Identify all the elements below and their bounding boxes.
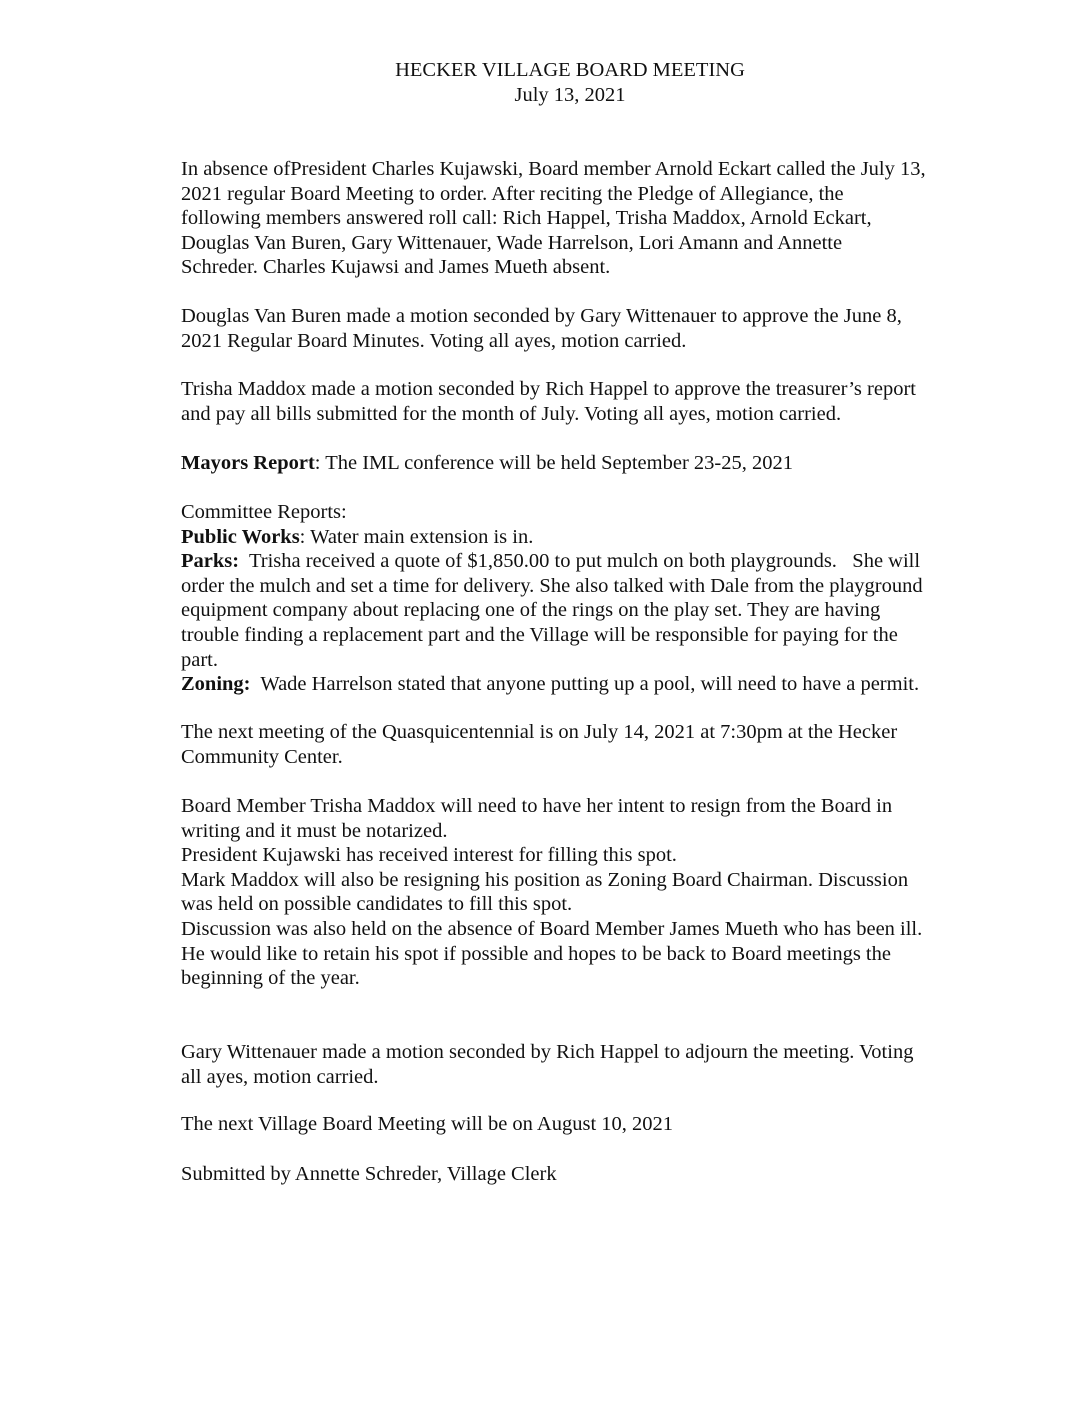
- paragraph-line: 2021 regular Board Meeting to order. After reciting the Pledge of Allegiance, the: [181, 182, 844, 205]
- committee-reports-section: [181, 500, 971, 697]
- public-works-line: [181, 525, 971, 550]
- paragraph-line: Submitted by Annette Schreder, Village Clerk: [181, 1163, 557, 1185]
- document-title: HECKER VILLAGE BOARD MEETING: [395, 59, 745, 81]
- paragraph-line: trouble finding a replacement part and the Village will be responsible for paying for the: [181, 623, 898, 646]
- paragraph-line: The next Village Board Meeting will be on August 10, 2021: [181, 1113, 674, 1135]
- paragraph-line: was held on possible candidates to fill this spot.: [181, 893, 573, 916]
- paragraph-line: equipment company about replacing one of the rings on the play set. They are having: [181, 599, 881, 622]
- parks-label: Parks:: [181, 550, 240, 573]
- paragraph-line: beginning of the year.: [181, 967, 360, 990]
- public-works-text: : Water main extension is in.: [299, 525, 534, 548]
- paragraph-line: Mark Maddox will also be resigning his position as Zoning Board Chairman. Discussion: [181, 868, 909, 891]
- public-works-label: Public Works: [181, 525, 300, 548]
- paragraph-line: order the mulch and set a time for delivery. She also talked with Dale from the playground: [181, 574, 923, 597]
- treasurer-report-paragraph: [181, 377, 971, 426]
- paragraph-line: Douglas Van Buren, Gary Wittenauer, Wade Harrelson, Lori Amann and Annette: [181, 231, 843, 254]
- meeting-date: July 13, 2021: [514, 83, 626, 106]
- paragraph-line: part.: [181, 648, 218, 671]
- paragraph-line: Douglas Van Buren made a motion seconded by Gary Wittenauer to approve the June 8,: [181, 305, 902, 327]
- minutes-approval-paragraph: [181, 304, 971, 353]
- paragraph-line: Schreder. Charles Kujawsi and James Mueth absent.: [181, 256, 611, 279]
- mayors-report-paragraph: [181, 451, 971, 476]
- paragraph-line: writing and it must be notarized.: [181, 819, 448, 842]
- next-meeting-paragraph: [181, 1112, 971, 1137]
- quasquicentennial-paragraph: [181, 720, 971, 769]
- zoning-label: Zoning:: [181, 673, 251, 696]
- board-changes-paragraph: [181, 794, 971, 991]
- paragraph-line: [181, 451, 971, 476]
- call-to-order-paragraph: [181, 157, 971, 280]
- parks-line: [181, 549, 971, 574]
- parks-text: Trisha received a quote of $1,850.00 to put mulch on both playgrounds. She will: [239, 550, 921, 573]
- mayors-report-label: Mayors Report: [181, 452, 315, 474]
- paragraph-line: all ayes, motion carried.: [181, 1065, 379, 1088]
- paragraph-line: Discussion was also held on the absence of Board Member James Mueth who has been ill.: [181, 917, 923, 940]
- paragraph-line: The next meeting of the Quasquicentennial is on July 14, 2021 at 7:30pm at the Hecker: [181, 721, 898, 743]
- paragraph-line: Community Center.: [181, 745, 343, 768]
- paragraph-line: He would like to retain his spot if possible and hopes to be back to Board meetings the: [181, 942, 891, 965]
- paragraph-line: 2021 Regular Board Minutes. Voting all ayes, motion carried.: [181, 329, 687, 352]
- paragraph-line: President Kujawski has received interest for filling this spot.: [181, 844, 677, 867]
- document-header: [0, 58, 1088, 107]
- zoning-line: [181, 672, 971, 697]
- submitted-by-paragraph: [181, 1162, 971, 1187]
- paragraph-line: Trisha Maddox made a motion seconded by Rich Happel to approve the treasurer’s report: [181, 378, 916, 400]
- mayors-report-text: : The IML conference will be held September 23-25, 2021: [314, 452, 793, 474]
- committee-reports-heading: Committee Reports:: [181, 501, 347, 523]
- zoning-text: Wade Harrelson stated that anyone putting up a pool, will need to have a permit.: [250, 673, 920, 696]
- paragraph-line: and pay all bills submitted for the month of July. Voting all ayes, motion carried.: [181, 402, 842, 425]
- adjournment-paragraph: [181, 1040, 971, 1089]
- paragraph-line: following members answered roll call: Rich Happel, Trisha Maddox, Arnold Eckart,: [181, 207, 872, 230]
- paragraph-line: Board Member Trisha Maddox will need to have her intent to resign from the Board in: [181, 795, 893, 817]
- paragraph-line: In absence ofPresident Charles Kujawski, Board member Arnold Eckart called the July 13,: [181, 158, 926, 180]
- paragraph-line: Gary Wittenauer made a motion seconded by Rich Happel to adjourn the meeting. Voting: [181, 1041, 914, 1063]
